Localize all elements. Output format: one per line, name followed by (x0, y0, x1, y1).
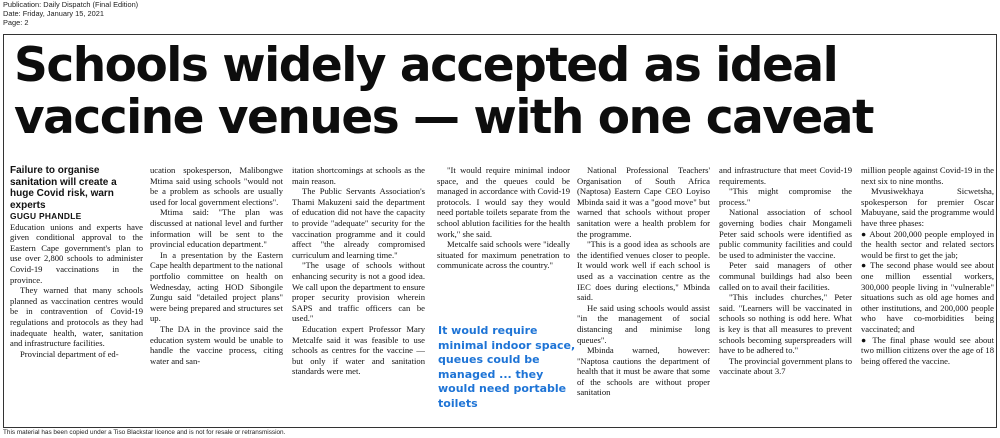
paragraph: They warned that many schools planned as vaccination centres would be in contravention of Covid-19 regulations and protocols as they had inadequate health, water, sanitation and infrastructure facilities. (10, 285, 143, 349)
standfirst: Failure to organise sanitation will create a huge Covid risk, warn experts (10, 165, 117, 211)
publication-name: Publication: Daily Dispatch (Final Edition) (3, 0, 139, 9)
paragraph: Mbinda warned, however: "Naptosa cautions the department of health that it must be aware that some of the schools are without proper sanitation (577, 345, 710, 398)
paragraph: Metcalfe said schools were "ideally situated for maximum penetration to communicate across the country." (437, 239, 570, 271)
paragraph: National association of school governing bodies chair Mongameli Peter said schools were identified as public community facilities and could be used to administer the vaccine. (719, 207, 852, 260)
paragraph: "The usage of schools without enhancing security is not a good idea. We call upon the department to ensure proper security provision wherein SAPS and traffic officers can be used." (292, 260, 425, 324)
byline: GUGU PHANDLE (10, 211, 82, 221)
article-column-4 (437, 165, 570, 315)
paragraph: In a presentation by the Eastern Cape health department to the national portfolio committee on health on Wednesday, acting HOD Sibongile Zungu said "detailed project plans" were being prepared and structures set up. (150, 249, 283, 324)
article-column-3 (292, 165, 425, 423)
article-column-7 (861, 165, 994, 423)
article-column-6 (719, 165, 852, 423)
headline: Schools widely accepted as ideal vaccine venues — with one caveat (14, 38, 873, 145)
paragraph: The provincial government plans to vaccinate about 3.7 (719, 355, 852, 377)
publication-page: Page: 2 (3, 17, 29, 27)
paragraph: He said using schools would assist "in the management of social distancing and minimise long queues". (577, 302, 710, 345)
bullet-item: ● About 200,000 people employed in the health sector and related sectors would be first to get the jab; (861, 228, 994, 260)
article-column-2 (150, 165, 283, 423)
paragraph: ucation spokesperson, Malibongwe Mtima said using schools "would not be a problem as schools are usually used for local government elections". (150, 165, 283, 207)
bullet-item: ● The second phase would see about one million essential workers, 300,000 people living in "vulnerable" situations such as old age homes and other institutions, and 200,000 people who have co-morbidities being vaccinated; and (861, 260, 994, 334)
paragraph: National Professional Teachers' Organisation of South Africa (Naptosa) Eastern Cape CEO Loyiso Mbinda said it was a "good move" but warned that schools without proper sanitation were a health problem for the programme. (577, 165, 710, 239)
bullet-item: ● The final phase would see about two million citizens over the age of 18 being offered the vaccine. (861, 334, 994, 366)
paragraph: Education unions and experts have given conditional approval to the Eastern Cape government's plan to use over 2,800 schools to administer Covid-19 vaccinations in the province. (10, 221, 143, 285)
article-column-5 (577, 165, 710, 423)
paragraph: The Public Servants Association's Thami Makuzeni said the department of education did not have the capacity to provide "adequate" security for the vaccination programme and it could affect "the already compromised curriculum and learning time." (292, 186, 425, 260)
paragraph: "This might compromise the process." (719, 186, 852, 207)
paragraph: Mtima said: "The plan was discussed at national level and further information will be sent to the provincial education department." (150, 207, 283, 250)
paragraph: "This is a good idea as schools are the identified venues closer to people. It would work well if each school is used as a vaccination centre as the IEC does during elections," Mbinda said. (577, 239, 710, 303)
paragraph: Education expert Professor Mary Metcalfe said it was feasible to use schools as centres for the vaccine — but only if water and sanitation standards were met. (292, 323, 425, 377)
publication-date: Date: Friday, January 15, 2021 (3, 8, 104, 18)
paragraph: and infrastructure that meet Covid-19 requirements. (719, 165, 852, 186)
paragraph: "It would require minimal indoor space, and the queues could be managed in accordance with Covid-19 protocols. I would say they would need portable toilets separate from the school ablution facilities for the health work," she said. (437, 165, 570, 239)
copyright-notice: This material has been copied under a Tiso Blackstar licence and is not for resale or retransmission. (3, 429, 286, 436)
article-column-1 (10, 165, 143, 423)
paragraph: itation shortcomings at schools as the main reason. (292, 165, 425, 186)
pull-quote: It would require minimal indoor space, queues could be managed ... they would need portable toilets (438, 324, 576, 410)
paragraph: Provincial department of ed- (20, 348, 119, 359)
paragraph: Mvusiwekhaya Sicwetsha, spokesperson for premier Oscar Mabuyane, said the programme would have three phases: (861, 186, 994, 228)
paragraph: "This includes churches," Peter said. "Learners will be vaccinated in schools so nothing is odd here. What is key is that all measures to prevent schools becoming superspreaders will have to be adhered to." (719, 292, 852, 356)
paragraph: The DA in the province said the education system would be unable to handle the vaccine process, citing water and san- (150, 323, 283, 366)
paragraph: Peter said managers of other communal buildings had also been called on to avail their facilities. (719, 260, 852, 292)
publication-info (3, 1, 138, 27)
paragraph: million people against Covid-19 in the next six to nine months. (861, 165, 994, 186)
